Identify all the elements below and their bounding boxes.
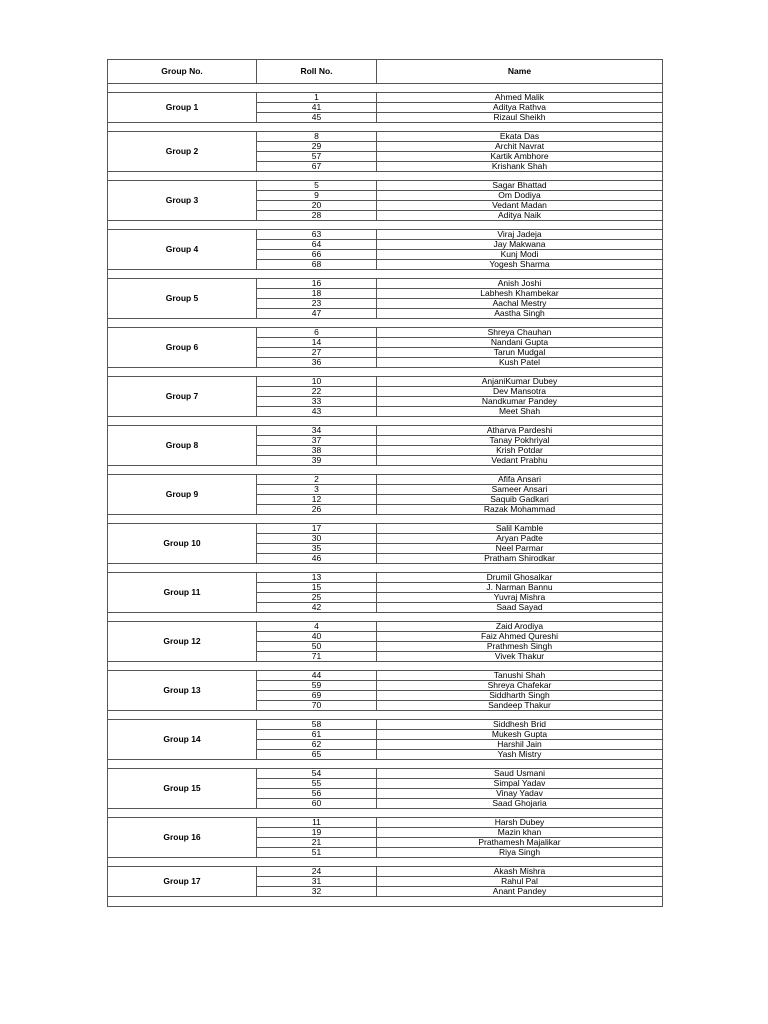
roll-number: 42 <box>257 603 377 613</box>
roll-number: 43 <box>257 407 377 417</box>
group-label: Group 14 <box>108 720 257 760</box>
group-separator <box>108 662 663 671</box>
roll-number: 50 <box>257 642 377 652</box>
group-label: Group 4 <box>108 230 257 270</box>
student-name: Aryan Padte <box>377 534 663 544</box>
student-name: Nandkumar Pandey <box>377 397 663 407</box>
student-name: Vinay Yadav <box>377 789 663 799</box>
student-name: Krish Potdar <box>377 446 663 456</box>
roll-number: 39 <box>257 456 377 466</box>
student-name: Harshil Jain <box>377 740 663 750</box>
roll-number: 67 <box>257 162 377 172</box>
group-separator <box>108 319 663 328</box>
roll-number: 18 <box>257 289 377 299</box>
roll-number: 65 <box>257 750 377 760</box>
student-name: Aditya Naik <box>377 211 663 221</box>
roll-number: 45 <box>257 113 377 123</box>
group-label: Group 17 <box>108 867 257 897</box>
roll-number: 47 <box>257 309 377 319</box>
roll-number: 8 <box>257 132 377 142</box>
roll-number: 27 <box>257 348 377 358</box>
roll-number: 64 <box>257 240 377 250</box>
student-name: Kartik Ambhore <box>377 152 663 162</box>
roll-number: 11 <box>257 818 377 828</box>
table-row <box>108 93 663 103</box>
roll-number: 22 <box>257 387 377 397</box>
group-label: Group 5 <box>108 279 257 319</box>
group-separator <box>108 84 663 93</box>
student-name: Zaid Arodiya <box>377 622 663 632</box>
group-separator <box>108 858 663 867</box>
group-label: Group 7 <box>108 377 257 417</box>
student-name: Tanay Pokhriyal <box>377 436 663 446</box>
table-row <box>108 181 663 191</box>
student-name: Afifa Ansari <box>377 475 663 485</box>
group-separator <box>108 221 663 230</box>
student-name: Anant Pandey <box>377 887 663 897</box>
student-name: Ahmed Malik <box>377 93 663 103</box>
separator-cell <box>108 613 663 622</box>
separator-cell <box>108 417 663 426</box>
roll-number: 25 <box>257 593 377 603</box>
group-label: Group 9 <box>108 475 257 515</box>
group-separator <box>108 711 663 720</box>
table-row <box>108 573 663 583</box>
group-separator <box>108 172 663 181</box>
student-name: Akash Mishra <box>377 867 663 877</box>
roll-number: 55 <box>257 779 377 789</box>
student-name: Kush Patel <box>377 358 663 368</box>
separator-cell <box>108 711 663 720</box>
separator-cell <box>108 564 663 573</box>
student-name: Harsh Dubey <box>377 818 663 828</box>
student-name: Anish Joshi <box>377 279 663 289</box>
group-label: Group 12 <box>108 622 257 662</box>
table-row <box>108 328 663 338</box>
student-name: Yash Mistry <box>377 750 663 760</box>
header-row <box>108 60 663 84</box>
roll-number: 9 <box>257 191 377 201</box>
roll-number: 23 <box>257 299 377 309</box>
student-name: Aastha Singh <box>377 309 663 319</box>
roll-number: 71 <box>257 652 377 662</box>
roll-number: 12 <box>257 495 377 505</box>
roll-number: 24 <box>257 867 377 877</box>
student-name: Faiz Ahmed Qureshi <box>377 632 663 642</box>
separator-cell <box>108 270 663 279</box>
student-name: Viraj Jadeja <box>377 230 663 240</box>
student-name: Jay Makwana <box>377 240 663 250</box>
roll-number: 63 <box>257 230 377 240</box>
student-name: Razak Mohammad <box>377 505 663 515</box>
student-name: Sameer Ansari <box>377 485 663 495</box>
student-name: Prathmesh Singh <box>377 642 663 652</box>
roll-number: 60 <box>257 799 377 809</box>
separator-cell <box>108 368 663 377</box>
separator-cell <box>108 221 663 230</box>
student-name: Shreya Chauhan <box>377 328 663 338</box>
student-name: Riya Singh <box>377 848 663 858</box>
roll-number: 62 <box>257 740 377 750</box>
roll-number: 32 <box>257 887 377 897</box>
roll-number: 68 <box>257 260 377 270</box>
student-name: Mukesh Gupta <box>377 730 663 740</box>
group-roster-table <box>107 59 663 907</box>
roll-number: 58 <box>257 720 377 730</box>
student-name: Om Dodiya <box>377 191 663 201</box>
student-name: Tanushi Shah <box>377 671 663 681</box>
roll-number: 38 <box>257 446 377 456</box>
table-row <box>108 671 663 681</box>
student-name: Atharva Pardeshi <box>377 426 663 436</box>
roll-number: 1 <box>257 93 377 103</box>
roll-number: 66 <box>257 250 377 260</box>
student-name: Vedant Madan <box>377 201 663 211</box>
student-name: Aditya Rathva <box>377 103 663 113</box>
group-label: Group 6 <box>108 328 257 368</box>
table-row <box>108 132 663 142</box>
student-name: AnjaniKumar Dubey <box>377 377 663 387</box>
separator-cell <box>108 466 663 475</box>
student-name: Vivek Thakur <box>377 652 663 662</box>
student-name: Aachal Mestry <box>377 299 663 309</box>
student-name: Sandeep Thakur <box>377 701 663 711</box>
roll-number: 59 <box>257 681 377 691</box>
student-name: Yuvraj Mishra <box>377 593 663 603</box>
student-name: Saad Ghojaria <box>377 799 663 809</box>
header-roll-no: Roll No. <box>257 60 377 84</box>
student-name: Drumil Ghosalkar <box>377 573 663 583</box>
roll-number: 40 <box>257 632 377 642</box>
group-separator <box>108 368 663 377</box>
student-name: Dev Mansotra <box>377 387 663 397</box>
roll-number: 70 <box>257 701 377 711</box>
student-name: Simpal Yadav <box>377 779 663 789</box>
separator-cell <box>108 760 663 769</box>
separator-cell <box>108 84 663 93</box>
group-label: Group 1 <box>108 93 257 123</box>
roll-number: 51 <box>257 848 377 858</box>
student-name: Rizaul Sheikh <box>377 113 663 123</box>
student-name: Neel Parmar <box>377 544 663 554</box>
roll-number: 15 <box>257 583 377 593</box>
roster-body <box>108 84 663 907</box>
table-row <box>108 475 663 485</box>
roll-number: 21 <box>257 838 377 848</box>
group-label: Group 8 <box>108 426 257 466</box>
roll-number: 2 <box>257 475 377 485</box>
student-name: Saud Usmani <box>377 769 663 779</box>
group-label: Group 10 <box>108 524 257 564</box>
separator-cell <box>108 858 663 867</box>
separator-cell <box>108 172 663 181</box>
student-name: Siddharth Singh <box>377 691 663 701</box>
student-name: Pratham Shirodkar <box>377 554 663 564</box>
roll-number: 37 <box>257 436 377 446</box>
group-separator <box>108 515 663 524</box>
group-label: Group 16 <box>108 818 257 858</box>
group-label: Group 3 <box>108 181 257 221</box>
roll-number: 33 <box>257 397 377 407</box>
group-label: Group 13 <box>108 671 257 711</box>
roll-number: 19 <box>257 828 377 838</box>
table-row <box>108 720 663 730</box>
table-row <box>108 622 663 632</box>
roll-number: 35 <box>257 544 377 554</box>
table-row <box>108 524 663 534</box>
table-row <box>108 279 663 289</box>
table-row <box>108 769 663 779</box>
student-name: Kunj Modi <box>377 250 663 260</box>
student-name: Salil Kamble <box>377 524 663 534</box>
roll-number: 44 <box>257 671 377 681</box>
roll-number: 56 <box>257 789 377 799</box>
roll-number: 69 <box>257 691 377 701</box>
separator-cell <box>108 319 663 328</box>
student-name: Sagar Bhattad <box>377 181 663 191</box>
roll-number: 61 <box>257 730 377 740</box>
roll-number: 26 <box>257 505 377 515</box>
footer-cell <box>108 897 663 907</box>
student-name: Siddhesh Brid <box>377 720 663 730</box>
student-name: Tarun Mudgal <box>377 348 663 358</box>
table-row <box>108 818 663 828</box>
student-name: J. Narman Bannu <box>377 583 663 593</box>
table-row <box>108 230 663 240</box>
student-name: Mazin khan <box>377 828 663 838</box>
student-name: Ekata Das <box>377 132 663 142</box>
group-label: Group 11 <box>108 573 257 613</box>
separator-cell <box>108 662 663 671</box>
roll-number: 46 <box>257 554 377 564</box>
student-name: Archit Navrat <box>377 142 663 152</box>
roll-number: 29 <box>257 142 377 152</box>
student-name: Shreya Chafekar <box>377 681 663 691</box>
table-row <box>108 867 663 877</box>
group-separator <box>108 466 663 475</box>
student-name: Yogesh Sharma <box>377 260 663 270</box>
separator-cell <box>108 515 663 524</box>
table-footer-row <box>108 897 663 907</box>
roll-number: 36 <box>257 358 377 368</box>
roll-number: 20 <box>257 201 377 211</box>
roll-number: 16 <box>257 279 377 289</box>
group-separator <box>108 564 663 573</box>
student-name: Nandani Gupta <box>377 338 663 348</box>
roll-number: 3 <box>257 485 377 495</box>
group-separator <box>108 613 663 622</box>
roll-number: 14 <box>257 338 377 348</box>
roll-number: 31 <box>257 877 377 887</box>
roll-number: 10 <box>257 377 377 387</box>
student-name: Krishank Shah <box>377 162 663 172</box>
header-group-no: Group No. <box>108 60 257 84</box>
student-name: Rahul Pal <box>377 877 663 887</box>
student-name: Labhesh Khambekar <box>377 289 663 299</box>
roll-number: 34 <box>257 426 377 436</box>
separator-cell <box>108 123 663 132</box>
roll-number: 41 <box>257 103 377 113</box>
student-name: Meet Shah <box>377 407 663 417</box>
table-row <box>108 377 663 387</box>
student-name: Saad Sayad <box>377 603 663 613</box>
roll-number: 30 <box>257 534 377 544</box>
group-separator <box>108 270 663 279</box>
roll-number: 4 <box>257 622 377 632</box>
roll-number: 57 <box>257 152 377 162</box>
table-row <box>108 426 663 436</box>
roll-number: 5 <box>257 181 377 191</box>
student-name: Vedant Prabhu <box>377 456 663 466</box>
student-name: Saquib Gadkari <box>377 495 663 505</box>
roll-number: 6 <box>257 328 377 338</box>
roll-number: 17 <box>257 524 377 534</box>
group-label: Group 15 <box>108 769 257 809</box>
roll-number: 28 <box>257 211 377 221</box>
header-name: Name <box>377 60 663 84</box>
group-separator <box>108 417 663 426</box>
roll-number: 54 <box>257 769 377 779</box>
group-label: Group 2 <box>108 132 257 172</box>
group-separator <box>108 760 663 769</box>
student-name: Prathamesh Majalikar <box>377 838 663 848</box>
group-separator <box>108 809 663 818</box>
group-separator <box>108 123 663 132</box>
roll-number: 13 <box>257 573 377 583</box>
separator-cell <box>108 809 663 818</box>
